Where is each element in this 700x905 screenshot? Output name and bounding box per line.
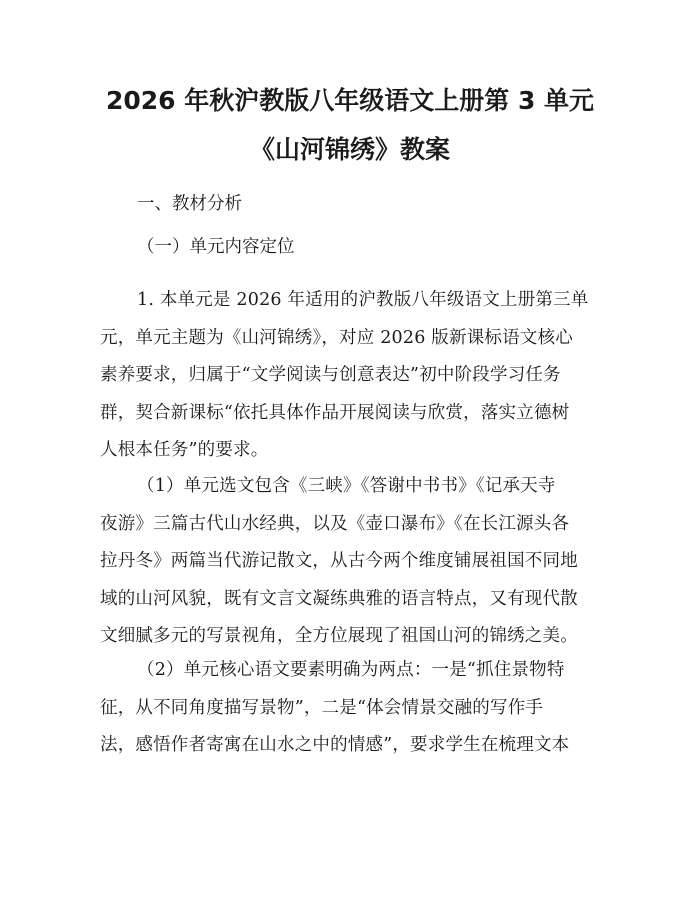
paragraph-line: 元，单元主题为《山河锦绣》，对应 2026 版新课标语文核心 [100,327,573,348]
paragraph-line: 夜游》三篇古代山水经典，以及《壶口瀑布》《在长江源头各 [100,513,570,534]
paragraph-unit-overview [100,282,600,470]
paragraph-line: 域的山河风貌，既有文言文凝练典雅的语言特点，又有现代散 [100,588,578,609]
paragraph-line: 法，感悟作者寄寓在山水之中的情感”，要求学生在梳理文本 [100,735,570,755]
paragraph-core-elements [100,652,600,765]
paragraph-line: （1）单元选文包含《三峡》《答谢中书书》《记承天寺 [137,476,556,496]
document-title-line-1: 2026 年秋沪教版八年级语文上册第 3 单元 [105,86,595,115]
paragraph-line: （2）单元核心语文要素明确为两点：一是“抓住景物特 [137,660,565,680]
document-title-line-2: 《山河锦绣》教案 [249,135,450,164]
paragraph-selected-texts [100,468,600,656]
paragraph-line: 素养要求，归属于“文学阅读与创意表达”初中阶段学习任务 [100,365,561,385]
paragraph-line: 征，从不同角度描写景物”，二是“体会情景交融的写作手 [100,697,544,718]
paragraph-line: 拉丹冬》两篇当代游记散文，从古今两个维度铺展祖国不同地 [100,551,578,571]
paragraph-line: 1. 本单元是 2026 年适用的沪教版八年级语文上册第三单 [137,290,589,310]
paragraph-line: 人根本任务”的要求。 [100,440,269,460]
paragraph-line: 群，契合新课标“依托具体作品开展阅读与欣赏，落实立德树 [100,402,570,423]
subsection-heading: （一）单元内容定位 [137,237,295,257]
section-heading: 一、教材分析 [137,194,242,214]
paragraph-line: 文细腻多元的写景视角，全方位展现了祖国山河的锦绣之美。 [100,626,578,646]
